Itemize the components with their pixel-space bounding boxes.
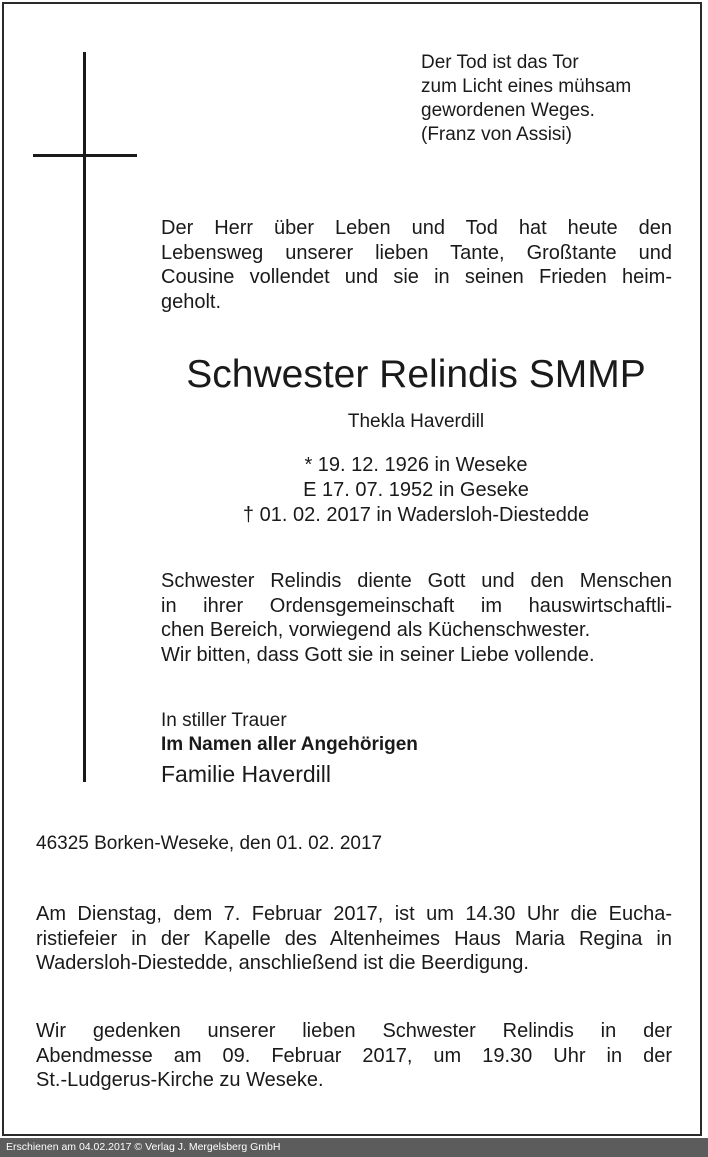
service-line: Wir bitten, dass Gott sie in seiner Liebe vollende. [161,643,595,666]
intro-line: Cousine vollendet und sie in seinen Frieden heim- [161,266,672,288]
cross-icon-bar [33,154,137,157]
intro-line: Lebensweg unserer lieben Tante, Großtante und [161,241,672,264]
quote [421,51,691,147]
funeral-line: Am Dienstag, dem 7. Februar 2017, ist um 14.30 Uhr die Eucha- [36,903,672,925]
mourning-relatives: Im Namen aller Angehörigen [161,734,418,755]
birth-date: * 19. 12. 1926 in Weseke [304,454,528,476]
profession-date: E 17. 07. 1952 in Geseke [303,479,529,501]
death-date: † 01. 02. 2017 in Wadersloh-Diestedde [242,504,590,526]
place-date: 46325 Borken-Weseke, den 01. 02. 2017 [36,833,383,854]
intro-paragraph [161,216,672,314]
mourning-signature [161,709,681,789]
remembrance-line: Wir gedenken unserer lieben Schwester Relindis in der [36,1020,672,1042]
service-line: in ihrer Ordensgemeinschaft im hauswirtschaftli- [161,594,672,617]
service-line: chen Bereich, vorwiegend als Küchenschwester. [161,619,591,641]
family-name: Familie Haverdill [161,761,331,787]
service-paragraph [161,569,672,667]
funeral-paragraph [36,902,672,976]
mourning-line: In stiller Trauer [161,710,287,731]
life-dates [160,453,672,528]
remembrance-line: Abendmesse am 09. Februar 2017, um 19.30 Uhr in der [36,1044,672,1067]
deceased-name: Schwester Relindis SMMP [186,353,646,396]
service-line: Schwester Relindis diente Gott und den Menschen [161,570,672,592]
funeral-line: ristiefeier in der Kapelle des Altenheimes Haus Maria Regina in [36,927,672,950]
funeral-line: Wadersloh-Diestedde, anschließend ist die Beerdigung. [36,952,529,974]
quote-line: gewordenen Weges. [421,100,595,121]
quote-author: (Franz von Assisi) [421,124,572,145]
quote-line: Der Tod ist das Tor [421,52,579,73]
intro-line: geholt. [161,290,222,313]
remembrance-paragraph [36,1019,672,1093]
birth-name: Thekla Haverdill [347,411,485,432]
remembrance-line: St.-Ludgerus-Kirche zu Weseke. [36,1069,324,1091]
publication-footer: Erschienen am 04.02.2017 © Verlag J. Mergelsberg GmbH [0,1138,708,1157]
cross-icon [83,52,86,782]
intro-line: Der Herr über Leben und Tod hat heute den [161,217,672,239]
quote-line: zum Licht eines mühsam [421,76,632,97]
